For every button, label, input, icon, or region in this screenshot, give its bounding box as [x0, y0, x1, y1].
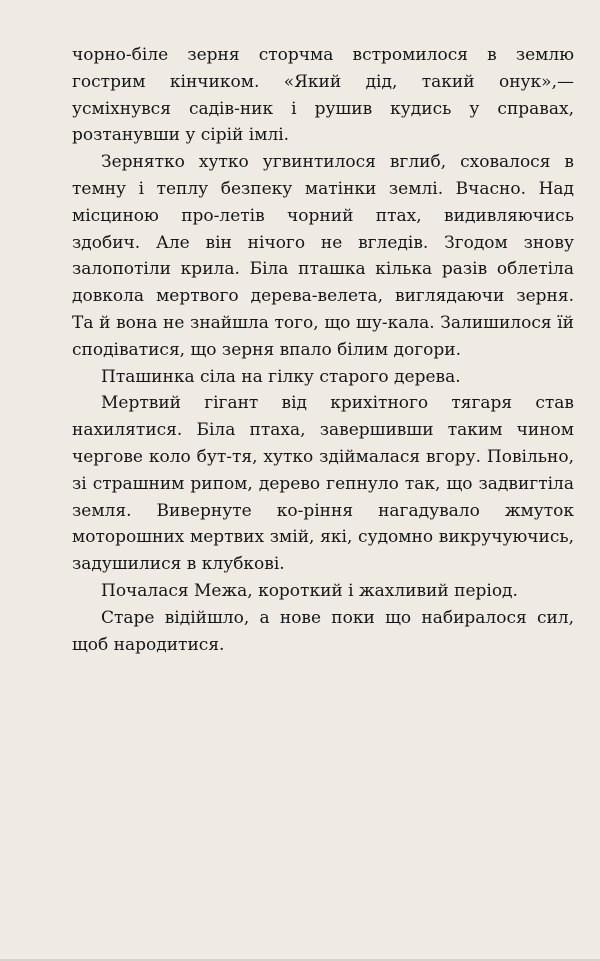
paragraph-3: Пташинка сіла на гілку старого дерева. [101, 366, 461, 387]
paragraph-6: Старе відійшло, а нове поки що набиралося сил, щоб народитися. [72, 607, 574, 655]
paragraph-2: Зернятко хутко угвинтилося вглиб, сховалося в темну і теплу безпеку матінки землі. Вчасно. Над місциною про-летів чорний птах, видивляючись здобич. Але він нічого не вгледів. Згодом знову залопотіли крила. Біла пташка кілька разів облетіла довкола мертвого дерева-велета, виглядаючи зерня. Та й вона не знайшла того, що шу-кала. Залишилося їй сподіватися, що зерня впало білим догори. [72, 152, 574, 360]
paragraph-4: Мертвий гігант від крихітного тягаря став нахилятися. Біла птаха, завершивши таким чином чергове коло бут-тя, хутко здіймалася вгору. Повільно, зі страшним рипом, дерево гепнуло так, що задвигтіла земля. Вивернуте ко-ріння нагадувало жмуток моторошних мертвих змій, які, судомно викручуючись, задушилися в клубкові. [72, 393, 574, 575]
text-block [72, 42, 574, 658]
paragraph-5: Почалася Межа, короткий і жахливий період. [101, 580, 518, 601]
paragraph-1: чорно-біле зерня сторчма встромилося в землю гострим кінчиком. «Який дід, такий онук»,— усміхнувся садів-ник і рушив кудись у справах, розтанувши у сірій імлі. [72, 45, 574, 146]
